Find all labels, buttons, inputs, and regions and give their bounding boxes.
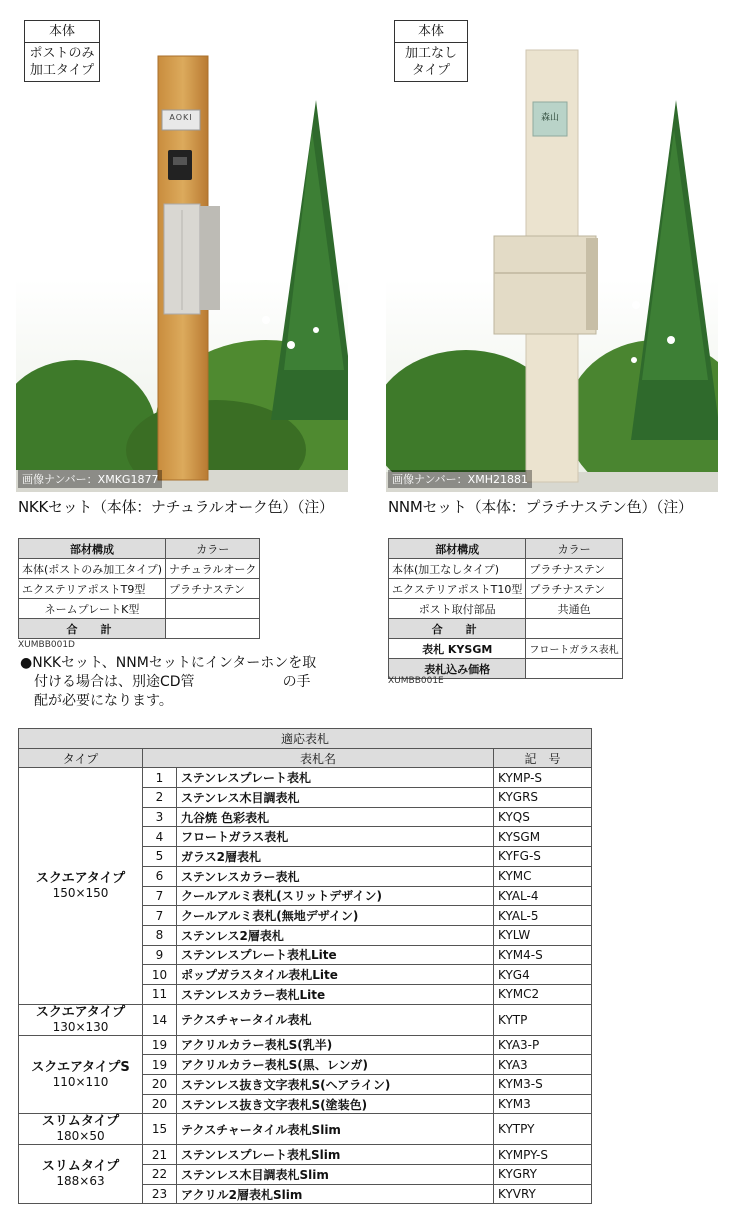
part-name: ネームプレートK型 xyxy=(19,599,166,619)
table-row xyxy=(19,1035,592,1055)
table-code: XUMBB001D xyxy=(18,640,75,650)
item-number: 21 xyxy=(143,1145,177,1165)
part-color: 共通色 xyxy=(526,599,622,619)
type-cell xyxy=(19,1114,143,1145)
total-value xyxy=(166,619,260,639)
item-code: KYA3-P xyxy=(494,1035,592,1055)
item-name: テクスチャータイル表札Slim xyxy=(177,1114,494,1145)
item-number: 2 xyxy=(143,788,177,808)
header-name: 表札名 xyxy=(143,748,494,768)
table-row xyxy=(19,1114,592,1145)
item-name: クールアルミ表札(無地デザイン) xyxy=(177,906,494,926)
image-number: 画像ナンバー：XMH21881 xyxy=(388,470,532,488)
item-number: 20 xyxy=(143,1075,177,1095)
part-color: ナチュラルオーク xyxy=(166,559,260,579)
tag-line-3: タイプ xyxy=(411,63,451,78)
item-code: KYGRY xyxy=(494,1165,592,1185)
product-type-tag xyxy=(24,20,100,82)
note-line-1: NKKセット、NNMセットにインターホンを取 xyxy=(32,655,317,671)
item-number: 6 xyxy=(143,866,177,886)
product-caption-nnm: NNMセット（本体：プラチナステン色）（注） xyxy=(388,498,693,516)
total-label: 合 計 xyxy=(389,619,526,639)
tag-line-2: ポストのみ xyxy=(29,46,95,61)
item-code: KYM4-S xyxy=(494,945,592,965)
item-number: 11 xyxy=(143,984,177,1004)
item-name: ポップガラスタイル表札Lite xyxy=(177,965,494,985)
nnm-parts-table xyxy=(388,538,623,679)
item-number: 3 xyxy=(143,807,177,827)
image-number: 画像ナンバー：XMKG1877 xyxy=(18,470,162,488)
item-name: フロートガラス表札 xyxy=(177,827,494,847)
intercom-note xyxy=(20,654,360,711)
item-code: KYMC2 xyxy=(494,984,592,1004)
item-number: 8 xyxy=(143,925,177,945)
note-bullet: ● xyxy=(20,655,33,671)
table-row xyxy=(19,768,592,788)
part-name: エクステリアポストT9型 xyxy=(19,579,166,599)
type-name: スクエアタイプ xyxy=(35,871,126,886)
item-name: クールアルミ表札(スリットデザイン) xyxy=(177,886,494,906)
item-number: 20 xyxy=(143,1094,177,1114)
part-name: 本体(加工なしタイプ) xyxy=(389,559,526,579)
type-size: 188×63 xyxy=(56,1174,105,1189)
item-name: 九谷焼 色彩表札 xyxy=(177,807,494,827)
item-code: KYMC xyxy=(494,866,592,886)
product-photo-nkk xyxy=(16,20,348,492)
item-code: KYA3 xyxy=(494,1055,592,1075)
item-name: ステンレスカラー表札Lite xyxy=(177,984,494,1004)
item-name: ステンレスプレート表札Slim xyxy=(177,1145,494,1165)
table-row xyxy=(19,1004,592,1035)
type-cell xyxy=(19,1035,143,1114)
item-number: 19 xyxy=(143,1055,177,1075)
header-type: タイプ xyxy=(19,748,143,768)
tag-line-2: 加工なし xyxy=(404,46,457,61)
item-name: ステンレス抜き文字表札S(塗装色) xyxy=(177,1094,494,1114)
item-number: 14 xyxy=(143,1004,177,1035)
part-name: 本体(ポストのみ加工タイプ) xyxy=(19,559,166,579)
item-code: KYSGM xyxy=(494,827,592,847)
part-color xyxy=(166,599,260,619)
item-code: KYAL-4 xyxy=(494,886,592,906)
nkk-parts-table xyxy=(18,538,260,639)
price-with-nameplate-label: 表札込み価格 xyxy=(389,659,526,679)
product-photo-nnm xyxy=(386,20,718,492)
header-parts: 部材構成 xyxy=(19,539,166,559)
item-number: 5 xyxy=(143,847,177,867)
item-name: ステンレスプレート表札 xyxy=(177,768,494,788)
item-name: アクリル2層表札Slim xyxy=(177,1184,494,1204)
item-name: ステンレス抜き文字表札S(ヘアライン) xyxy=(177,1075,494,1095)
item-name: ステンレス木目調表札Slim xyxy=(177,1165,494,1185)
type-name: スクエアタイプS xyxy=(31,1059,130,1075)
type-name: スリムタイプ xyxy=(41,1159,120,1175)
item-name: ステンレス木目調表札 xyxy=(177,788,494,808)
note-line-2a: 付ける場合は、別途CD管 xyxy=(34,674,195,690)
type-name: スリムタイプ xyxy=(41,1114,120,1130)
type-cell xyxy=(19,1145,143,1204)
item-number: 7 xyxy=(143,886,177,906)
total-label: 合 計 xyxy=(19,619,166,639)
item-code: KYMPY-S xyxy=(494,1145,592,1165)
item-code: KYTPY xyxy=(494,1114,592,1145)
total-value xyxy=(526,619,622,639)
item-name: アクリルカラー表札S(黒、レンガ) xyxy=(177,1055,494,1075)
item-code: KYM3-S xyxy=(494,1075,592,1095)
item-number: 1 xyxy=(143,768,177,788)
item-name: ステンレス2層表札 xyxy=(177,925,494,945)
part-color: プラチナステン xyxy=(526,579,622,599)
item-code: KYG4 xyxy=(494,965,592,985)
item-number: 7 xyxy=(143,906,177,926)
part-name: エクステリアポストT10型 xyxy=(389,579,526,599)
type-cell xyxy=(19,768,143,1004)
item-number: 10 xyxy=(143,965,177,985)
nameplate-row-value: フロートガラス表札 xyxy=(526,639,622,659)
part-color: プラチナステン xyxy=(526,559,622,579)
item-code: KYVRY xyxy=(494,1184,592,1204)
item-code: KYFG-S xyxy=(494,847,592,867)
nameplate-text: AOKI xyxy=(169,113,193,122)
item-code: KYAL-5 xyxy=(494,906,592,926)
item-name: ステンレスプレート表札Lite xyxy=(177,945,494,965)
type-size: 110×110 xyxy=(52,1074,109,1089)
item-code: KYGRS xyxy=(494,788,592,808)
tag-line-1: 本体 xyxy=(25,23,99,43)
part-color: プラチナステン xyxy=(166,579,260,599)
item-code: KYTP xyxy=(494,1004,592,1035)
nameplate-row-label: 表札 KYSGM xyxy=(389,639,526,659)
product-caption-nkk: NKKセット（本体：ナチュラルオーク色）（注） xyxy=(18,498,334,516)
note-line-3: 配が必要になります。 xyxy=(34,693,173,709)
type-size: 150×150 xyxy=(52,886,109,900)
tag-line-3: 加工タイプ xyxy=(29,63,95,78)
item-code: KYLW xyxy=(494,925,592,945)
item-name: アクリルカラー表札S(乳半) xyxy=(177,1035,494,1055)
item-number: 9 xyxy=(143,945,177,965)
item-name: ガラス2層表札 xyxy=(177,847,494,867)
type-size: 130×130 xyxy=(52,1019,109,1034)
nnm-post-illustration xyxy=(386,20,718,492)
item-name: ステンレスカラー表札 xyxy=(177,866,494,886)
item-code: KYMP-S xyxy=(494,768,592,788)
item-code: KYM3 xyxy=(494,1094,592,1114)
applicable-nameplates-table xyxy=(18,728,592,1204)
header-parts: 部材構成 xyxy=(389,539,526,559)
tag-line-1: 本体 xyxy=(395,23,467,43)
product-type-tag xyxy=(394,20,468,82)
item-number: 22 xyxy=(143,1165,177,1185)
item-number: 23 xyxy=(143,1184,177,1204)
type-size: 180×50 xyxy=(56,1129,105,1144)
table-row xyxy=(19,1145,592,1165)
header-color: カラー xyxy=(166,539,260,559)
note-line-2b: の手 xyxy=(282,674,311,690)
item-number: 15 xyxy=(143,1114,177,1145)
item-name: テクスチャータイル表札 xyxy=(177,1004,494,1035)
table-title: 適応表札 xyxy=(19,729,592,749)
header-code: 記 号 xyxy=(494,748,592,768)
item-number: 4 xyxy=(143,827,177,847)
type-cell xyxy=(19,1004,143,1035)
table-code: XUMBB001E xyxy=(388,676,444,686)
nameplate-text: 森山 xyxy=(540,113,559,123)
part-name: ポスト取付部品 xyxy=(389,599,526,619)
type-name: スクエアタイプ xyxy=(35,1004,126,1020)
price-with-nameplate-value xyxy=(526,659,622,679)
header-color: カラー xyxy=(526,539,622,559)
item-number: 19 xyxy=(143,1035,177,1055)
nkk-post-illustration xyxy=(16,20,348,492)
item-code: KYQS xyxy=(494,807,592,827)
